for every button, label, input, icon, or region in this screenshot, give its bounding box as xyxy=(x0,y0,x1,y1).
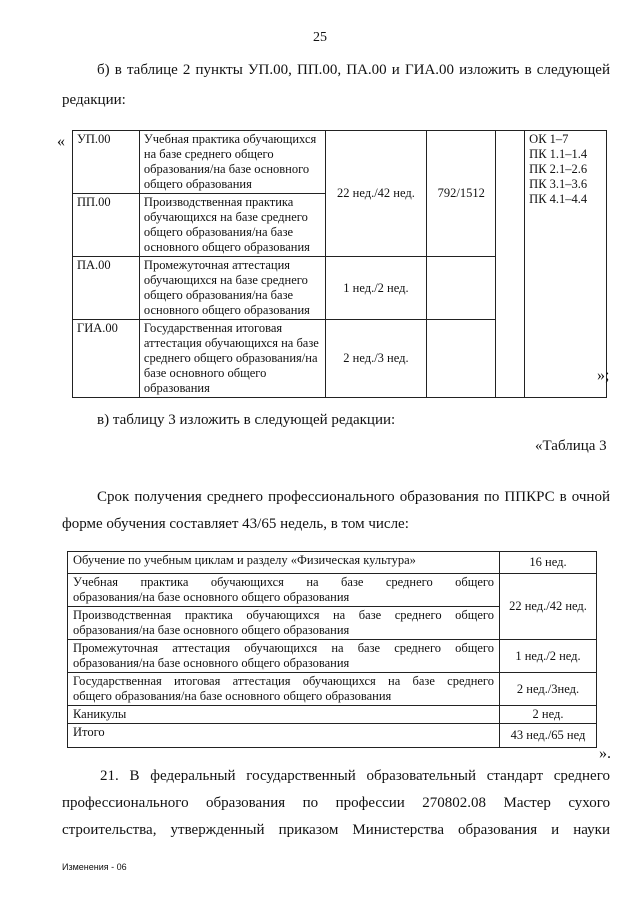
row-label-line: Государственная итоговая аттестация обучающихся на базе среднего xyxy=(73,674,494,688)
weeks-cell: 1 нед./2 нед. xyxy=(325,257,427,320)
row-label xyxy=(68,640,500,673)
row-code: ПА.00 xyxy=(73,257,140,320)
row-label: Каникулы xyxy=(68,706,500,724)
row-label-line: образования/на базе основного общего образования xyxy=(73,623,350,637)
table-row xyxy=(68,724,597,748)
paragraph-21-line2: профессионального образования по профессии 270802.08 Мастер сухого xyxy=(62,795,610,811)
paragraph-b-line2: редакции: xyxy=(62,92,126,108)
close-quote: »; xyxy=(597,367,610,384)
row-label xyxy=(68,607,500,640)
paragraph-term-line1: Срок получения среднего профессионального образования по ППКРС в очной xyxy=(97,489,610,505)
open-quote: « xyxy=(57,133,65,150)
table-row xyxy=(68,574,597,607)
row-label-line: Учебная практика обучающихся на базе среднего общего xyxy=(73,575,494,589)
close-quote: ». xyxy=(599,745,611,762)
row-code: УП.00 xyxy=(73,131,140,194)
competency: ПК 3.1–3.6 xyxy=(529,177,588,191)
table-row xyxy=(68,640,597,673)
empty-cell xyxy=(496,131,525,398)
weeks-cell: 22 нед./42 нед. xyxy=(325,131,427,257)
table-row xyxy=(73,131,607,194)
row-name: Промежуточная аттестация обучающихся на базе среднего общего образования/на базе основного общего образования xyxy=(139,257,325,320)
paragraph-21-line1: 21. В федеральный государственный образовательный стандарт среднего xyxy=(100,768,610,784)
row-value: 2 нед. xyxy=(500,706,597,724)
row-name: Учебная практика обучающихся на базе среднего общего образования/на базе основного общего образования xyxy=(139,131,325,194)
row-name: Государственная итоговая аттестация обучающихся на базе среднего общего образования/на базе основного общего образования xyxy=(139,320,325,398)
row-label-line: общего образования/на базе основного общего образования xyxy=(73,689,392,703)
empty-cell xyxy=(427,257,496,320)
row-value: 1 нед./2 нед. xyxy=(500,640,597,673)
table-row xyxy=(68,552,597,574)
row-label-line: Производственная практика обучающихся на базе среднего общего xyxy=(73,608,494,622)
weeks-cell: 2 нед./3 нед. xyxy=(325,320,427,398)
paragraph-v: в) таблицу 3 изложить в следующей редакции: xyxy=(97,412,396,428)
row-label xyxy=(68,574,500,607)
row-label-line: образования/на базе основного общего образования xyxy=(73,656,350,670)
page-number: 25 xyxy=(313,30,327,45)
competency: ПК 2.1–2.6 xyxy=(529,162,588,176)
empty-cell xyxy=(427,320,496,398)
row-code: ГИА.00 xyxy=(73,320,140,398)
row-label: Обучение по учебным циклам и разделу «Физическая культура» xyxy=(68,552,500,574)
row-name: Производственная практика обучающихся на базе среднего общего образования/на базе основного общего образования xyxy=(139,194,325,257)
paragraph-21-line3: строительства, утвержденный приказом Министерства образования и науки xyxy=(62,822,610,838)
row-code: ПП.00 xyxy=(73,194,140,257)
competency: ПК 4.1–4.4 xyxy=(529,192,588,206)
row-value: 16 нед. xyxy=(500,552,597,574)
competency: ПК 1.1–1.4 xyxy=(529,147,588,161)
paragraph-term-line2: форме обучения составляет 43/65 недель, в том числе: xyxy=(62,516,409,532)
row-value: 43 нед./65 нед xyxy=(500,724,597,748)
table-3-caption: «Таблица 3 xyxy=(535,438,607,454)
row-label: Итого xyxy=(68,724,500,748)
footer-note: Изменения - 06 xyxy=(62,862,127,872)
row-label-line: образования/на базе основного общего образования xyxy=(73,590,350,604)
table-row xyxy=(68,706,597,724)
table-3 xyxy=(67,551,597,748)
table-2 xyxy=(72,130,610,398)
row-value: 22 нед./42 нед. xyxy=(500,574,597,640)
table-row xyxy=(68,673,597,706)
hours-cell: 792/1512 xyxy=(427,131,496,257)
competency: ОК 1–7 xyxy=(529,132,569,146)
competencies-cell xyxy=(525,131,610,398)
paragraph-b-line1: б) в таблице 2 пункты УП.00, ПП.00, ПА.00 и ГИА.00 изложить в следующей xyxy=(97,62,610,78)
row-label-line: Промежуточная аттестация обучающихся на базе среднего общего xyxy=(73,641,494,655)
row-label xyxy=(68,673,500,706)
row-value: 2 нед./3нед. xyxy=(500,673,597,706)
